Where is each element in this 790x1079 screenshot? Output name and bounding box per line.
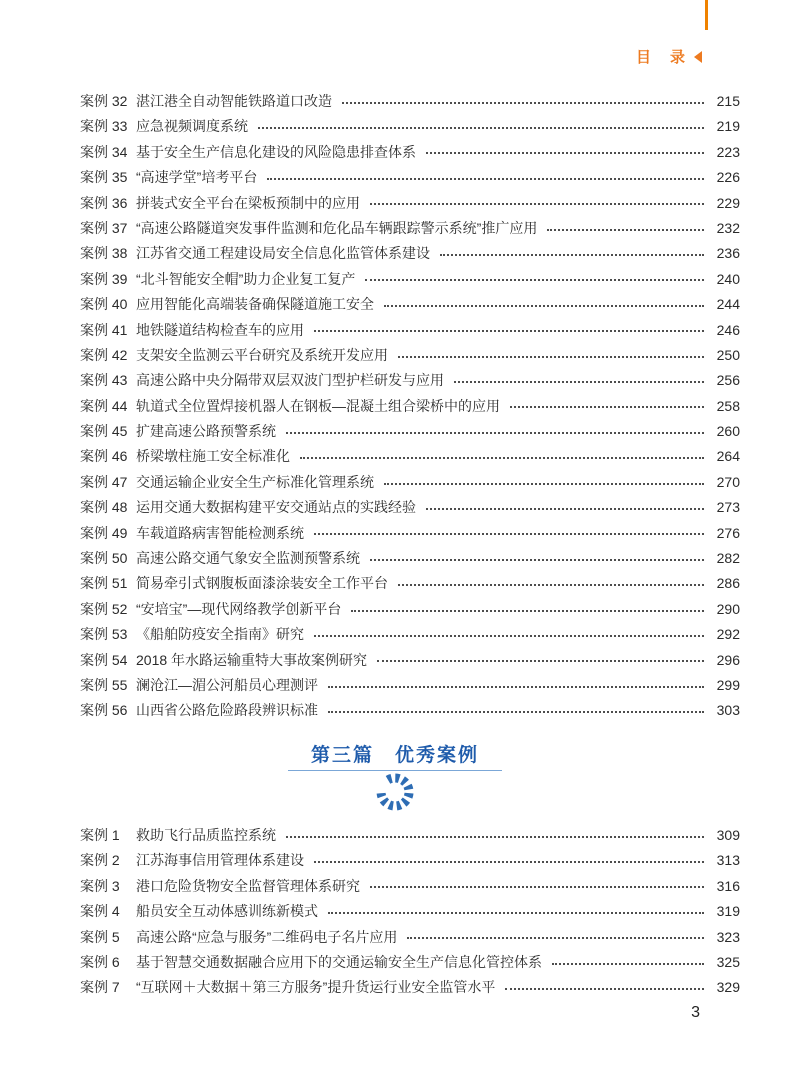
toc-entry-label: 案例 2 [80, 852, 120, 869]
dotted-leader [342, 89, 704, 114]
toc-entry[interactable] [80, 292, 740, 317]
toc-entry[interactable] [80, 899, 740, 924]
toc-entry-title: 高速公路中央分隔带双层双波门型护栏研发与应用 [136, 372, 444, 389]
dotted-leader [258, 114, 704, 139]
toc-entry-label: 案例 34 [80, 143, 128, 160]
dotted-leader [314, 521, 704, 546]
dotted-leader [377, 648, 704, 673]
toc-entry-page: 250 [716, 346, 740, 363]
toc-entry-page: 270 [716, 473, 740, 490]
toc-entry-page: 323 [716, 928, 740, 945]
dotted-leader [267, 165, 704, 190]
toc-entry[interactable] [80, 444, 740, 469]
toc-entry-label: 案例 46 [80, 448, 128, 465]
toc-entry-label: 案例 54 [80, 651, 128, 668]
toc-entry-title: 应急视频调度系统 [136, 118, 248, 135]
toc-entry-page: 329 [716, 979, 740, 996]
toc-entry-page: 258 [716, 397, 740, 414]
toc-entry-label: 案例 3 [80, 877, 120, 894]
toc-entry-label: 案例 5 [80, 928, 120, 945]
dotted-leader [370, 874, 704, 899]
toc-entry[interactable] [80, 165, 740, 190]
toc-entry-title: 扩建高速公路预警系统 [136, 423, 276, 440]
toc-entry-page: 264 [716, 448, 740, 465]
toc-entry-label: 案例 43 [80, 372, 128, 389]
toc-entry-label: 案例 35 [80, 169, 128, 186]
toc-entry-title: 拼装式安全平台在梁板预制中的应用 [136, 194, 360, 211]
toc-entry-title: 桥梁墩柱施工安全标准化 [136, 448, 290, 465]
toc-entry-label: 案例 6 [80, 953, 120, 970]
toc-entry-title: 应用智能化高端装备确保隧道施工安全 [136, 296, 374, 313]
toc-entry-title: 山西省公路危险路段辨识标准 [136, 702, 318, 719]
dotted-leader [426, 140, 704, 165]
toc-entry[interactable] [80, 546, 740, 571]
toc-entry-label: 案例 41 [80, 321, 128, 338]
toc-entry-label: 案例 39 [80, 270, 128, 287]
toc-entry-page: 276 [716, 524, 740, 541]
toc-entry[interactable] [80, 318, 740, 343]
toc-entry[interactable] [80, 521, 740, 546]
toc-entry-title: 基于智慧交通数据融合应用下的交通运输安全生产信息化管控体系 [136, 953, 542, 970]
dotted-leader [328, 673, 704, 698]
toc-entry[interactable] [80, 470, 740, 495]
toc-entry[interactable] [80, 89, 740, 114]
dotted-leader [510, 394, 704, 419]
toc-entry-title: “安培宝”—现代网络教学创新平台 [136, 600, 342, 617]
toc-entry-title: 轨道式全位置焊接机器人在钢板—混凝土组合梁桥中的应用 [136, 397, 500, 414]
section-divider-line [288, 770, 502, 771]
toc-entry[interactable] [80, 925, 740, 950]
fan-decoration-icon [355, 772, 435, 816]
toc-entry-title: 江苏省交通工程建设局安全信息化监管体系建设 [136, 245, 430, 262]
dotted-leader [407, 925, 704, 950]
toc-entry-page: 292 [716, 626, 740, 643]
toc-entry-label: 案例 53 [80, 626, 128, 643]
toc-entry[interactable] [80, 698, 740, 723]
toc-entry-page: 325 [716, 953, 740, 970]
section-divider [0, 740, 790, 816]
toc-entry-page: 299 [716, 676, 740, 693]
toc-entry-page: 313 [716, 852, 740, 869]
toc-entry[interactable] [80, 114, 740, 139]
toc-entry-label: 案例 48 [80, 499, 128, 516]
dotted-leader [398, 343, 704, 368]
toc-entry[interactable] [80, 622, 740, 647]
toc-entry[interactable] [80, 394, 740, 419]
page-header [636, 46, 702, 67]
toc-entry[interactable] [80, 191, 740, 216]
toc-entry-title: 高速公路“应急与服务”二维码电子名片应用 [136, 928, 398, 945]
toc-entry[interactable] [80, 241, 740, 266]
toc-entry-page: 246 [716, 321, 740, 338]
toc-entry-label: 案例 40 [80, 296, 128, 313]
page-number: 3 [691, 1004, 700, 1021]
toc-entry-label: 案例 1 [80, 827, 120, 843]
toc-entry-title: 简易牵引式钢腹板面漆涂装安全工作平台 [136, 575, 388, 592]
toc-entry-page: 303 [716, 702, 740, 719]
toc-entry-title: 港口危险货物安全监督管理体系研究 [136, 877, 360, 894]
toc-entry-label: 案例 52 [80, 600, 128, 617]
dotted-leader [370, 546, 704, 571]
toc-entry[interactable] [80, 823, 740, 848]
toc-entry-title: 江苏海事信用管理体系建设 [136, 852, 304, 869]
toc-entry-page: 282 [716, 550, 740, 567]
toc-entry[interactable] [80, 368, 740, 393]
toc-entry-title: 基于安全生产信息化建设的风险隐患排查体系 [136, 143, 416, 160]
dotted-leader [286, 419, 704, 444]
toc-entry-label: 案例 45 [80, 423, 128, 440]
toc-entry-page: 316 [716, 877, 740, 894]
dotted-leader [552, 950, 704, 975]
toc-list-part3 [80, 823, 740, 1001]
toc-entry[interactable] [80, 848, 740, 873]
toc-entry-page: 232 [716, 219, 740, 236]
dotted-leader [398, 571, 704, 596]
toc-entry-label: 案例 4 [80, 903, 120, 920]
toc-entry-label: 案例 47 [80, 473, 128, 490]
dotted-leader [286, 823, 704, 848]
toc-entry[interactable] [80, 950, 740, 975]
toc-entry[interactable] [80, 495, 740, 520]
toc-entry-title: “高速公路隧道突发事件监测和危化品车辆跟踪警示系统”推广应用 [136, 219, 538, 236]
toc-entry-page: 236 [716, 245, 740, 262]
toc-entry-page: 296 [716, 651, 740, 668]
toc-entry-title: 地铁隧道结构检查车的应用 [136, 321, 304, 338]
toc-entry[interactable] [80, 874, 740, 899]
toc-entry-page: 229 [716, 194, 740, 211]
toc-entry-label: 案例 55 [80, 676, 128, 693]
toc-entry-page: 240 [716, 270, 740, 287]
toc-entry-page: 260 [716, 423, 740, 440]
toc-entry-label: 案例 51 [80, 575, 128, 592]
header-arrow-icon [694, 51, 702, 63]
dotted-leader [426, 495, 704, 520]
toc-entry-label: 案例 32 [80, 93, 128, 109]
toc-entry[interactable] [80, 597, 740, 622]
dotted-leader [314, 622, 704, 647]
toc-entry[interactable] [80, 216, 740, 241]
dotted-leader [505, 975, 704, 1000]
toc-entry-page: 273 [716, 499, 740, 516]
toc-list-part2 [80, 89, 740, 724]
toc-entry-label: 案例 42 [80, 346, 128, 363]
dotted-leader [328, 899, 704, 924]
dotted-leader [328, 698, 704, 723]
toc-entry-label: 案例 37 [80, 219, 128, 236]
toc-entry-page: 290 [716, 600, 740, 617]
corner-accent-line [705, 0, 708, 30]
dotted-leader [384, 292, 704, 317]
dotted-leader [370, 191, 704, 216]
toc-entry[interactable] [80, 571, 740, 596]
header-title: 目 录 [635, 49, 687, 66]
dotted-leader [351, 597, 704, 622]
toc-entry-title: 交通运输企业安全生产标准化管理系统 [136, 473, 374, 490]
toc-entry-title: 支架安全监测云平台研究及系统开发应用 [136, 346, 388, 363]
toc-entry-title: 2018 年水路运输重特大事故案例研究 [136, 651, 368, 668]
toc-entry-title: 湛江港全自动智能铁路道口改造 [136, 93, 332, 109]
toc-entry-title: 车载道路病害智能检测系统 [136, 524, 304, 541]
dotted-leader [365, 267, 704, 292]
toc-entry[interactable] [80, 343, 740, 368]
toc-entry-title: 救助飞行品质监控系统 [136, 827, 276, 843]
dotted-leader [384, 470, 704, 495]
toc-entry-label: 案例 50 [80, 550, 128, 567]
toc-entry-label: 案例 56 [80, 702, 128, 719]
dotted-leader [314, 318, 704, 343]
toc-entry-page: 244 [716, 296, 740, 313]
dotted-leader [440, 241, 704, 266]
toc-entry-title: “高速学堂”培考平台 [136, 169, 258, 186]
dotted-leader [547, 216, 704, 241]
section-divider-title: 第三篇 优秀案例 [310, 745, 479, 766]
toc-entry-label: 案例 7 [80, 979, 120, 996]
toc-entry-label: 案例 38 [80, 245, 128, 262]
toc-entry[interactable] [80, 673, 740, 698]
toc-entry[interactable] [80, 975, 740, 1000]
toc-entry-page: 309 [716, 827, 740, 843]
toc-entry-title: 澜沧江—湄公河船员心理测评 [136, 676, 318, 693]
toc-entry-title: “互联网＋大数据＋第三方服务”提升货运行业安全监管水平 [136, 979, 496, 996]
toc-entry-title: 《船舶防疫安全指南》研究 [136, 626, 304, 643]
toc-entry-title: 运用交通大数据构建平安交通站点的实践经验 [136, 499, 416, 516]
toc-entry-page: 219 [716, 118, 740, 135]
toc-entry[interactable] [80, 267, 740, 292]
toc-entry-page: 215 [716, 93, 740, 109]
toc-entry-page: 226 [716, 169, 740, 186]
toc-entry-label: 案例 44 [80, 397, 128, 414]
toc-entry-label: 案例 49 [80, 524, 128, 541]
toc-entry-page: 319 [716, 903, 740, 920]
toc-entry-title: 高速公路交通气象安全监测预警系统 [136, 550, 360, 567]
toc-entry[interactable] [80, 419, 740, 444]
dotted-leader [314, 848, 704, 873]
toc-entry-title: 船员安全互动体感训练新模式 [136, 903, 318, 920]
toc-entry-page: 223 [716, 143, 740, 160]
toc-entry-label: 案例 36 [80, 194, 128, 211]
dotted-leader [300, 444, 704, 469]
dotted-leader [454, 368, 704, 393]
toc-entry-title: “北斗智能安全帽”助力企业复工复产 [136, 270, 356, 287]
toc-entry[interactable] [80, 648, 740, 673]
toc-entry[interactable] [80, 140, 740, 165]
toc-entry-label: 案例 33 [80, 118, 128, 135]
toc-entry-page: 256 [716, 372, 740, 389]
toc-entry-page: 286 [716, 575, 740, 592]
